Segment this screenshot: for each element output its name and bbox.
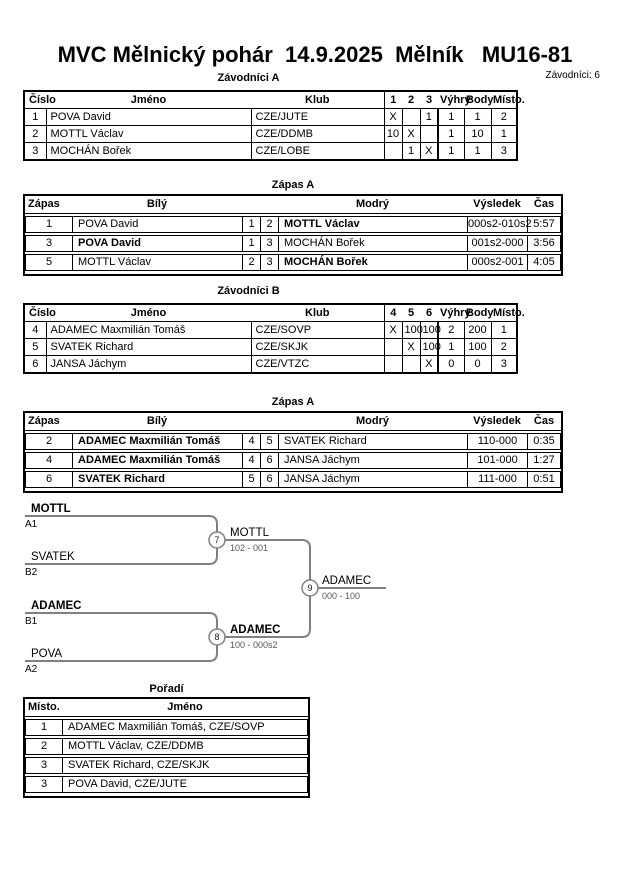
table-cell: 1:27: [533, 454, 555, 466]
table-cell: 5: [26, 255, 73, 270]
table-row: [25, 738, 308, 755]
table-cell: 1: [464, 109, 491, 126]
table-cell: X: [420, 143, 438, 161]
table-cell: 2: [261, 217, 279, 232]
table-cell: 100: [420, 322, 438, 339]
table-header-cell: [260, 196, 278, 213]
table-row: [25, 235, 561, 252]
table-cell: 5: [243, 472, 261, 487]
table-header-cell: Modrý: [356, 198, 389, 210]
section-title-poradi: Pořadí: [149, 683, 184, 695]
table-cell: X: [384, 322, 402, 339]
table-cell: 1: [438, 339, 464, 356]
table-header-cell: Číslo: [24, 304, 46, 322]
table-cell: CZE/VTZC: [251, 356, 384, 374]
bracket-winner: ADAMEC: [230, 624, 281, 636]
table-header-cell: [242, 413, 260, 430]
bracket-player: POVA: [31, 648, 63, 660]
table-header-cell: Místo.: [28, 701, 60, 713]
table-cell: 1: [26, 217, 73, 232]
table-cell: 1: [491, 126, 517, 143]
table-row: [24, 322, 517, 339]
table-header-cell: Místo.: [491, 304, 517, 322]
table-cell: 111-000: [468, 472, 528, 487]
table-cell: MOTTL Václav: [46, 126, 251, 143]
table-row: [24, 109, 517, 126]
table-header-cell: Výsledek: [473, 198, 521, 210]
bracket-score: 000 - 100: [322, 591, 361, 601]
table-cell: [420, 126, 438, 143]
table-cell: 4: [243, 453, 261, 468]
table-cell: 1: [402, 143, 420, 161]
table-cell: MOCHÁN Bořek: [279, 255, 468, 270]
tournament-title: MVC Mělnický pohár 14.9.2025 Mělník MU16-81: [57, 42, 573, 67]
table-cell: POVA David: [46, 109, 251, 126]
table-cell: SVATEK Richard: [73, 472, 243, 487]
table-header-cell: Zápas: [28, 415, 60, 427]
table-cell: 3: [24, 143, 46, 161]
table-cell: 1: [24, 109, 46, 126]
table-cell: 0:35: [533, 435, 555, 447]
table-cell: CZE/SOVP: [251, 322, 384, 339]
table-cell: 2: [491, 339, 517, 356]
table-cell: 100: [402, 322, 420, 339]
table-header-cell: Klub: [251, 91, 384, 109]
table-cell: 3:56: [533, 237, 555, 249]
table-cell: 5: [261, 434, 279, 449]
table-cell: SVATEK Richard: [46, 339, 251, 356]
table-cell: 0: [464, 356, 491, 374]
match-number: 9: [307, 583, 313, 593]
bracket-seed: A2: [25, 664, 38, 675]
table-cell: 3: [26, 777, 63, 792]
elimination-bracket: [0, 488, 630, 688]
table-cell: 4: [243, 434, 261, 449]
table-cell: 1: [438, 109, 464, 126]
table-header-row: [25, 699, 308, 717]
table-cell: ADAMEC Maxmilián Tomáš: [73, 434, 243, 449]
table-header-cell: Zápas: [28, 198, 60, 210]
table-cell: ADAMEC Maxmilián Tomáš: [73, 453, 243, 468]
table-row: [25, 254, 561, 271]
table-cell: [402, 356, 420, 374]
section-title-zapas-a1: Zápas A: [271, 179, 315, 191]
table-cell: 1: [464, 143, 491, 161]
table-cell: X: [420, 356, 438, 374]
table-cell: CZE/DDMB: [251, 126, 384, 143]
table-cell: [402, 109, 420, 126]
table-header-cell: Jméno: [46, 304, 251, 322]
table-cell: 1: [438, 143, 464, 161]
table-cell: POVA David: [73, 217, 243, 232]
table-cell: 1: [420, 109, 438, 126]
table-cell: 2: [491, 109, 517, 126]
table-cell: 3: [26, 236, 73, 251]
table-cell: 000s2-001: [468, 255, 528, 270]
poradi-table: [23, 697, 310, 798]
table-cell: 2: [243, 255, 261, 270]
table-cell: JANSA Jáchym: [279, 472, 468, 487]
table-cell: 5:57: [533, 218, 555, 230]
table-cell: 0:51: [533, 473, 555, 485]
table-row: [25, 757, 308, 774]
table-cell: JANSA Jáchym: [279, 453, 468, 468]
table-cell: MOTTL Václav: [279, 217, 468, 232]
table-cell: 4: [26, 453, 73, 468]
bracket-seed: B2: [25, 567, 38, 578]
table-cell: 5: [24, 339, 46, 356]
table-header-cell: [242, 196, 260, 213]
table-cell: 2: [26, 739, 63, 754]
table-cell: ADAMEC Maxmilián Tomáš, CZE/SOVP: [68, 721, 265, 733]
table-cell: 3: [261, 236, 279, 251]
table-header-cell: Čas: [533, 198, 555, 210]
table-row: [24, 356, 517, 374]
zavodnici-b-table: [23, 303, 525, 374]
table-header-cell: 1: [384, 91, 402, 109]
table-header-cell: Výhry: [438, 91, 464, 109]
table-cell: 6: [26, 472, 73, 487]
table-cell: 000s2-010s2: [468, 218, 532, 230]
table-row: [25, 433, 561, 450]
table-cell: 1: [26, 720, 63, 735]
table-header-cell: Jméno: [46, 91, 251, 109]
table-header-cell: [260, 413, 278, 430]
table-cell: X: [402, 126, 420, 143]
table-header-cell: 5: [402, 304, 420, 322]
table-cell: SVATEK Richard: [279, 434, 468, 449]
table-cell: CZE/LOBE: [251, 143, 384, 161]
table-cell: 2: [26, 434, 73, 449]
table-row: [24, 126, 517, 143]
table-cell: MOCHÁN Bořek: [279, 236, 468, 251]
table-cell: 6: [261, 472, 279, 487]
match-number: 8: [214, 632, 220, 642]
table-header-cell: Výsledek: [473, 415, 521, 427]
section-title-zapas-a2: Zápas A: [271, 396, 315, 408]
zapas-a2-table: [23, 411, 563, 493]
table-cell: 101-000: [468, 453, 528, 468]
table-row: [25, 452, 561, 469]
table-header-row: [24, 304, 517, 322]
table-cell: 2: [438, 322, 464, 339]
table-header-cell: Body: [464, 304, 491, 322]
table-header-cell: 3: [420, 91, 438, 109]
table-header-cell: Výhry: [438, 304, 464, 322]
table-cell: 3: [26, 758, 63, 773]
table-row: [25, 776, 308, 793]
table-cell: MOTTL Václav, CZE/DDMB: [68, 740, 204, 752]
table-cell: 2: [24, 126, 46, 143]
table-cell: X: [384, 109, 402, 126]
bracket-player: ADAMEC: [31, 600, 82, 612]
table-header-cell: Bílý: [146, 415, 168, 427]
table-cell: JANSA Jáchym: [46, 356, 251, 374]
table-cell: 10: [464, 126, 491, 143]
table-header-row: [25, 196, 561, 214]
table-row: [25, 719, 308, 736]
table-header-cell: 4: [384, 304, 402, 322]
table-header-cell: Číslo: [24, 91, 46, 109]
table-cell: 1: [438, 126, 464, 143]
section-title-zavodnici-b: Závodníci B: [217, 285, 280, 297]
table-cell: 1: [243, 236, 261, 251]
table-header-cell: 2: [402, 91, 420, 109]
bracket-seed: A1: [25, 519, 38, 530]
table-cell: 3: [491, 356, 517, 374]
table-cell: POVA David, CZE/JUTE: [68, 778, 187, 790]
table-row: [24, 339, 517, 356]
section-title-zavodnici-a: Závodníci A: [217, 72, 280, 84]
bracket-winner: ADAMEC: [322, 575, 372, 587]
table-header-cell: Bílý: [146, 198, 168, 210]
bracket-player: MOTTL: [31, 503, 71, 515]
table-cell: 100: [464, 339, 491, 356]
table-cell: ADAMEC Maxmilián Tomáš: [46, 322, 251, 339]
participants-count: Závodníci: 6: [545, 70, 600, 81]
table-header-cell: Body: [464, 91, 491, 109]
table-cell: 3: [491, 143, 517, 161]
table-cell: 1: [243, 217, 261, 232]
table-header-cell: 6: [420, 304, 438, 322]
table-cell: 100: [420, 339, 438, 356]
table-header-row: [24, 91, 517, 109]
table-cell: 001s2-000: [468, 236, 528, 251]
table-cell: 110-000: [468, 434, 528, 449]
table-cell: 200: [464, 322, 491, 339]
table-cell: CZE/JUTE: [251, 109, 384, 126]
match-number: 7: [214, 535, 220, 545]
bracket-player: SVATEK: [31, 551, 75, 563]
table-cell: X: [402, 339, 420, 356]
table-cell: 6: [24, 356, 46, 374]
zavodnici-a-table: [23, 90, 525, 161]
table-header-cell: Čas: [533, 415, 555, 427]
bracket-seed: B1: [25, 616, 38, 627]
table-header-cell: Modrý: [356, 415, 389, 427]
table-cell: [384, 339, 402, 356]
table-cell: 1: [491, 322, 517, 339]
table-header-row: [25, 413, 561, 431]
table-cell: 4: [24, 322, 46, 339]
table-cell: 0: [438, 356, 464, 374]
table-header-cell: Klub: [251, 304, 384, 322]
table-row: [25, 216, 561, 233]
table-cell: [384, 143, 402, 161]
table-cell: POVA David: [73, 236, 243, 251]
table-cell: 10: [384, 126, 402, 143]
zapas-a1-table: [23, 194, 563, 276]
table-cell: MOCHÁN Bořek: [46, 143, 251, 161]
table-row: [24, 143, 517, 161]
bracket-score: 100 - 000s2: [230, 640, 278, 650]
table-cell: CZE/SKJK: [251, 339, 384, 356]
table-cell: 3: [261, 255, 279, 270]
table-cell: 6: [261, 453, 279, 468]
table-row: [25, 471, 561, 488]
table-cell: MOTTL Václav: [73, 255, 243, 270]
table-header-cell: Místo.: [491, 91, 517, 109]
table-header-cell: Jméno: [167, 701, 203, 713]
table-cell: [384, 356, 402, 374]
bracket-score: 102 - 001: [230, 543, 269, 553]
bracket-winner: MOTTL: [230, 527, 269, 539]
table-cell: 4:05: [533, 256, 555, 268]
table-cell: SVATEK Richard, CZE/SKJK: [68, 759, 210, 771]
